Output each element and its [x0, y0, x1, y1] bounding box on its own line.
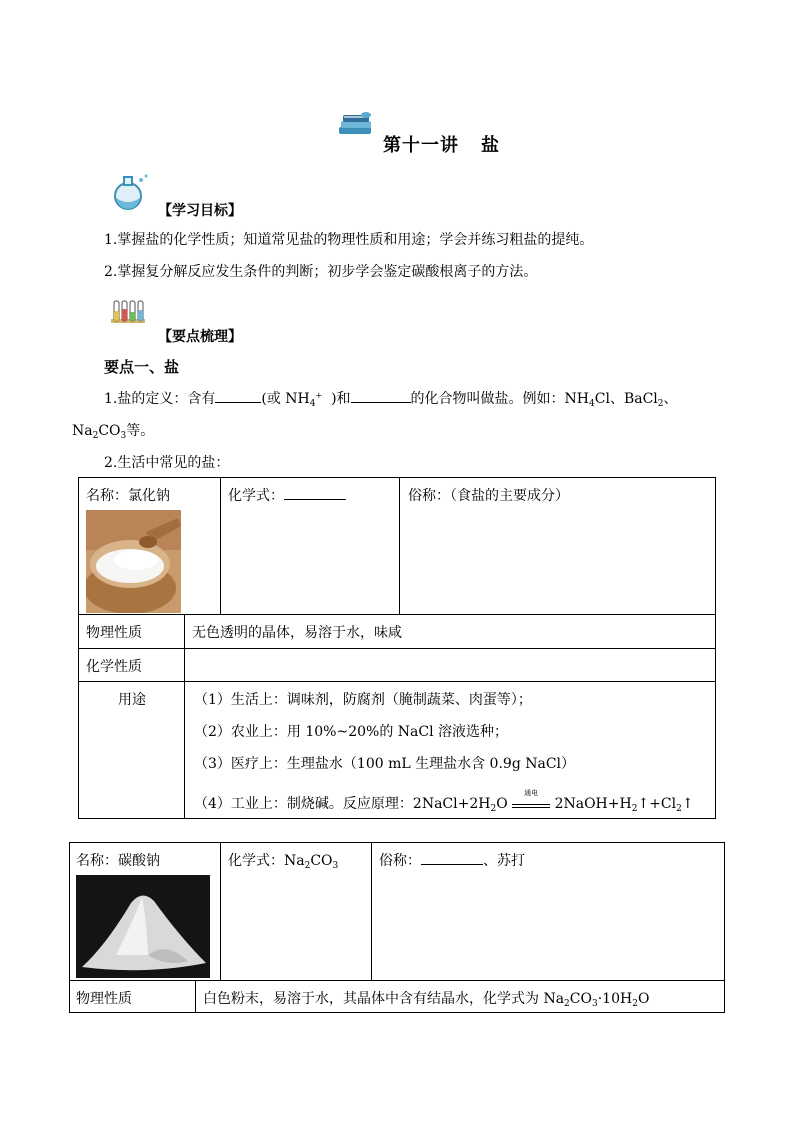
- goals-heading: 【学习目标】: [158, 203, 242, 219]
- flask-icon: [110, 173, 154, 215]
- nacl-formula: 化学式：: [228, 485, 346, 505]
- nacl-phys-value: 无色透明的晶体，易溶于水，味咸: [192, 625, 402, 641]
- books-icon: [336, 112, 376, 142]
- points-heading: 【要点梳理】: [158, 329, 242, 345]
- nacl-formula-blank[interactable]: [284, 487, 346, 500]
- common-salts-heading: 2.生活中常见的盐：: [104, 455, 230, 471]
- nacl-phys-label: 物理性质: [86, 625, 142, 641]
- nacl-use-1: （1）生活上：调味剂，防腐剂（腌制蔬菜、肉蛋等）；: [194, 692, 532, 708]
- nacl-use-label: 用途: [118, 692, 146, 708]
- goal-item-1: 1.掌握盐的化学性质；知道常见盐的物理性质和用途；学会并练习粗盐的提纯。: [104, 232, 594, 248]
- blank-fill-1[interactable]: [215, 390, 261, 403]
- nacl-chem-label: 化学性质: [86, 659, 142, 675]
- nacl-common-name: 俗称：（食盐的主要成分）: [408, 488, 569, 504]
- salt-definition: 1.盐的定义：含有 (或 $NH_4^+$ )和 的化合物叫做盐。例如：$NH_4Cl$、BaCl$_2$、: [104, 391, 678, 409]
- na2co3-phys-value: 白色粉末，易溶于水，其晶体中含有结晶水，化学式为 $Na_2CO_3\cdot 10H_2O$: [203, 991, 650, 1009]
- salt-definition-line2: $Na_2CO_3$等。: [72, 423, 155, 441]
- powder-image: [76, 875, 210, 982]
- na2co3-formula: 化学式：$Na_2CO_3$: [228, 853, 339, 871]
- points-subheading: 要点一、盐: [104, 358, 180, 376]
- nacl-use-3: （3）医疗上：生理盐水（100 mL 生理盐水含 0.9g NaCl）: [194, 756, 576, 772]
- nacl-use-4: （4）工业上：制烧碱。反应原理：$2NaCl+2H_2O$ 通电 $2NaOH+H_2↑+Cl_2↑$: [194, 789, 694, 814]
- test-tubes-icon: [110, 299, 148, 331]
- nacl-name: 名称：氯化钠: [86, 488, 170, 504]
- na2co3-common-name: 俗称： 、苏打: [379, 853, 525, 869]
- na2co3-name: 名称：碳酸钠: [76, 853, 160, 869]
- na2co3-common-blank[interactable]: [421, 852, 483, 865]
- blank-fill-2[interactable]: [351, 390, 411, 403]
- goal-item-2: 2.掌握复分解反应发生条件的判断；初步学会鉴定碳酸根离子的方法。: [104, 264, 538, 280]
- nacl-use-2: （2）农业上：用 10%~20%的 NaCl 溶液选种；: [194, 724, 509, 740]
- page-title: 第十一讲 盐: [383, 135, 500, 156]
- na2co3-phys-label: 物理性质: [76, 991, 132, 1007]
- salt-bowl-image: [86, 510, 181, 617]
